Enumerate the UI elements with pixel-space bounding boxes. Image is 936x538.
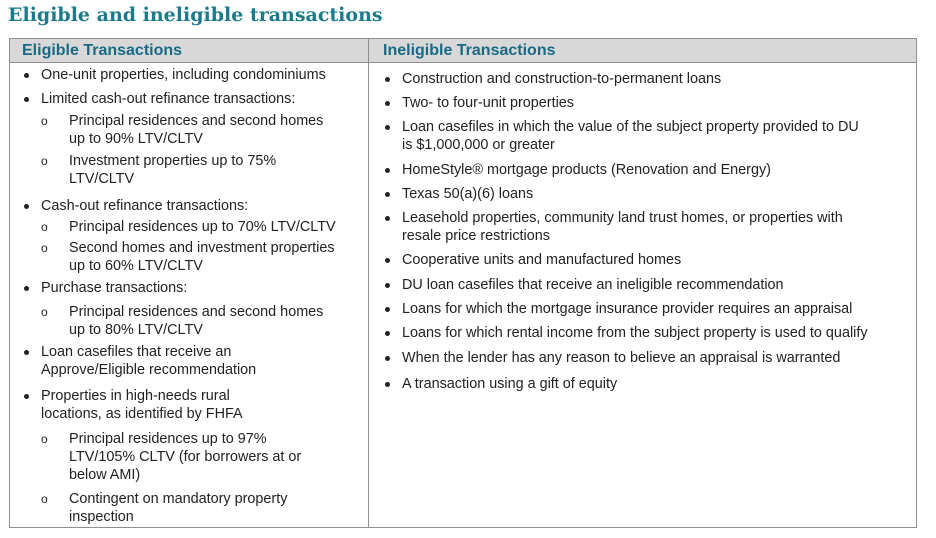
text-line: One-unit properties, including condominiums <box>41 67 326 83</box>
bullet-icon <box>385 77 390 82</box>
ineligible-item <box>369 349 840 367</box>
ineligible-item <box>369 185 533 203</box>
text-line: Second homes and investment properties <box>69 240 335 256</box>
bullet-icon <box>385 307 390 312</box>
bullet-icon <box>385 258 390 263</box>
text-line: Loans for which rental income from the subject property is used to qualify <box>402 325 868 341</box>
eligible-header: Eligible Transactions <box>10 39 369 63</box>
text-line: Investment properties up to 75% <box>69 153 277 169</box>
text-line: Loan casefiles that receive an <box>41 344 232 360</box>
text-line: is $1,000,000 or greater <box>402 137 555 153</box>
ineligible-item <box>369 209 843 245</box>
circle-bullet-icon: o <box>41 154 48 168</box>
ineligible-item <box>369 118 859 154</box>
ineligible-item <box>369 251 681 269</box>
ineligible-item <box>369 324 868 342</box>
eligible-subitem <box>10 430 301 484</box>
eligible-item <box>10 343 256 379</box>
bullet-icon <box>385 168 390 173</box>
text-line: Contingent on mandatory property <box>69 491 288 507</box>
text-line: Purchase transactions: <box>41 280 188 296</box>
text-line: LTV/105% CLTV (for borrowers at or <box>69 449 302 465</box>
text-line: Cash-out refinance transactions: <box>41 198 249 214</box>
eligible-subitem <box>10 152 276 188</box>
bullet-icon <box>24 350 29 355</box>
circle-bullet-icon: o <box>41 305 48 319</box>
bullet-icon <box>385 101 390 106</box>
bullet-icon <box>385 382 390 387</box>
circle-bullet-icon: o <box>41 114 48 128</box>
text-line: HomeStyle® mortgage products (Renovation and Energy) <box>402 162 771 178</box>
text-line: Loans for which the mortgage insurance provider requires an appraisal <box>402 301 853 317</box>
bullet-icon <box>24 286 29 291</box>
eligible-subitem <box>10 112 323 148</box>
eligible-subitem <box>10 218 336 236</box>
transactions-table <box>9 38 917 528</box>
text-line: When the lender has any reason to believe an appraisal is warranted <box>402 350 841 366</box>
circle-bullet-icon: o <box>41 220 48 234</box>
eligible-subitem <box>10 239 335 275</box>
text-line: Approve/Eligible recommendation <box>41 362 257 378</box>
eligible-item <box>10 66 326 84</box>
ineligible-item <box>369 161 771 179</box>
text-line: Two- to four-unit properties <box>402 95 574 111</box>
bullet-icon <box>24 204 29 209</box>
eligible-item <box>10 197 248 215</box>
text-line: up to 80% LTV/CLTV <box>69 322 203 338</box>
text-line: Principal residences and second homes <box>69 113 324 129</box>
bullet-icon <box>385 283 390 288</box>
ineligible-item <box>369 94 574 112</box>
bullet-icon <box>385 216 390 221</box>
bullet-icon <box>24 394 29 399</box>
text-line: Properties in high-needs rural <box>41 388 230 404</box>
text-line: up to 90% LTV/CLTV <box>69 131 203 147</box>
circle-bullet-icon: o <box>41 241 48 255</box>
ineligible-header: Ineligible Transactions <box>369 39 916 63</box>
text-line: inspection <box>69 509 134 525</box>
text-line: LTV/CLTV <box>69 171 135 187</box>
text-line: Construction and construction-to-permanent loans <box>402 71 722 87</box>
eligible-item <box>10 90 295 108</box>
bullet-icon <box>385 192 390 197</box>
ineligible-item <box>369 70 721 88</box>
circle-bullet-icon: o <box>41 432 48 446</box>
bullet-icon <box>24 97 29 102</box>
circle-bullet-icon: o <box>41 492 48 506</box>
text-line: DU loan casefiles that receive an ineligible recommendation <box>402 277 784 293</box>
ineligible-item <box>369 300 852 318</box>
ineligible-item <box>369 375 617 393</box>
eligible-item <box>10 387 243 423</box>
text-line: Loan casefiles in which the value of the subject property provided to DU <box>402 119 859 135</box>
text-line: Cooperative units and manufactured homes <box>402 252 682 268</box>
eligible-item <box>10 279 187 297</box>
bullet-icon <box>385 356 390 361</box>
text-line: Principal residences up to 70% LTV/CLTV <box>69 219 336 235</box>
text-line: Principal residences and second homes <box>69 304 324 320</box>
text-line: Principal residences up to 97% <box>69 431 267 447</box>
bullet-icon <box>385 125 390 130</box>
text-line: resale price restrictions <box>402 228 550 244</box>
eligible-subitem <box>10 303 323 339</box>
text-line: Limited cash-out refinance transactions: <box>41 91 296 107</box>
text-line: below AMI) <box>69 467 141 483</box>
text-line: Texas 50(a)(6) loans <box>402 186 534 202</box>
bullet-icon <box>385 331 390 336</box>
eligible-subitem <box>10 490 287 526</box>
text-line: up to 60% LTV/CLTV <box>69 258 203 274</box>
text-line: locations, as identified by FHFA <box>41 406 243 422</box>
page-title: Eligible and ineligible transactions <box>8 4 383 26</box>
text-line: A transaction using a gift of equity <box>402 376 618 392</box>
text-line: Leasehold properties, community land trust homes, or properties with <box>402 210 843 226</box>
bullet-icon <box>24 73 29 78</box>
ineligible-item <box>369 276 784 294</box>
